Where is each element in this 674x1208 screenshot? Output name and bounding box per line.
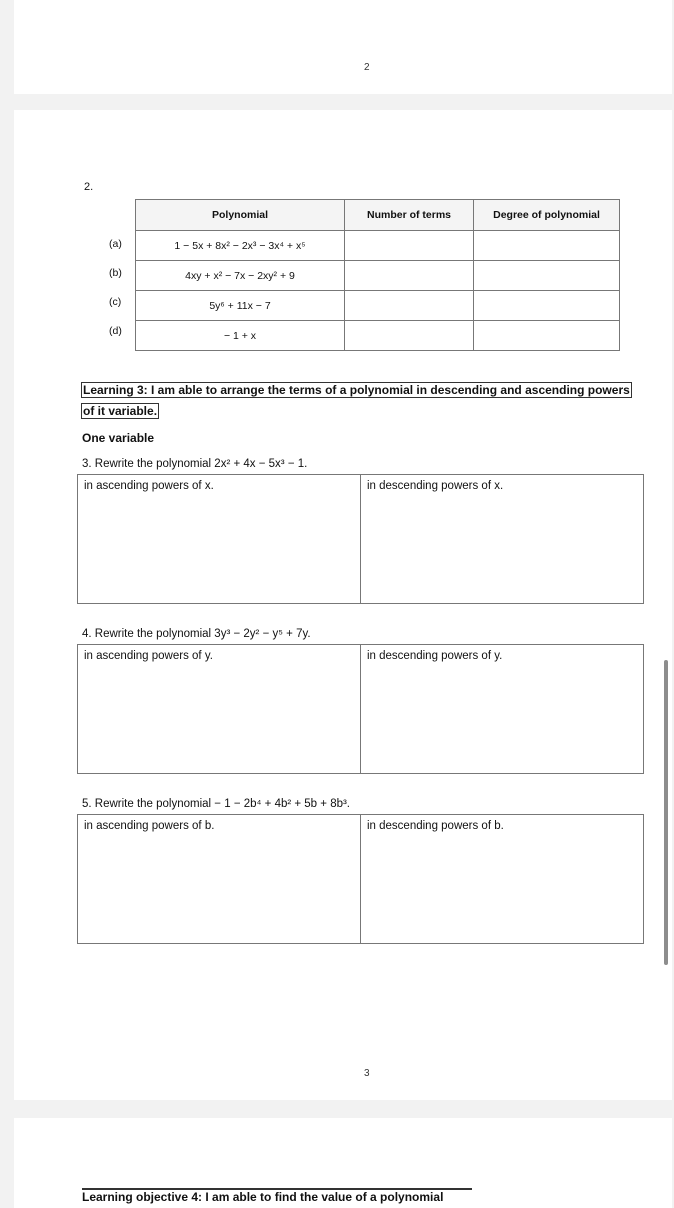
page-number-bottom: 3 bbox=[364, 1068, 370, 1079]
terms-cell[interactable] bbox=[345, 291, 474, 321]
ascending-answer-box[interactable] bbox=[78, 475, 361, 603]
descending-answer-box[interactable] bbox=[361, 475, 643, 603]
question-4-answer-boxes bbox=[77, 644, 644, 774]
question-5-text: 5. Rewrite the polynomial − 1 − 2b⁴ + 4b² + 5b + 8b³. bbox=[82, 798, 351, 810]
question-3-answer-boxes bbox=[77, 474, 644, 604]
subheading-one-variable: One variable bbox=[82, 431, 155, 445]
terms-cell[interactable] bbox=[345, 321, 474, 351]
descending-label: in descending powers of b. bbox=[367, 820, 504, 832]
polynomial-cell: 4xy + x² − 7x − 2xy² + 9 bbox=[136, 261, 345, 291]
ascending-answer-box[interactable] bbox=[78, 645, 361, 773]
ascending-label: in ascending powers of x. bbox=[84, 480, 214, 492]
table-row bbox=[136, 291, 620, 321]
row-label-c: (c) bbox=[109, 296, 122, 308]
page-2-bottom-strip bbox=[14, 0, 672, 94]
polynomial-table bbox=[135, 199, 620, 351]
row-label-d: (d) bbox=[109, 325, 122, 337]
descending-answer-box[interactable] bbox=[361, 645, 643, 773]
learning-objective-3 bbox=[81, 380, 649, 422]
question-2-number: 2. bbox=[84, 181, 94, 193]
polynomial-cell: 5y⁶ + 11x − 7 bbox=[136, 291, 345, 321]
degree-cell[interactable] bbox=[474, 231, 620, 261]
header-degree: Degree of polynomial bbox=[474, 200, 620, 231]
objective-line-1: Learning 3: I am able to arrange the terms of a polynomial in descending and ascending powers bbox=[83, 383, 630, 397]
terms-cell[interactable] bbox=[345, 231, 474, 261]
page-number-top: 2 bbox=[364, 62, 370, 73]
terms-cell[interactable] bbox=[345, 261, 474, 291]
descending-answer-box[interactable] bbox=[361, 815, 643, 943]
degree-cell[interactable] bbox=[474, 291, 620, 321]
table-row bbox=[136, 231, 620, 261]
question-5-answer-boxes bbox=[77, 814, 644, 944]
row-label-b: (b) bbox=[109, 267, 122, 279]
descending-label: in descending powers of x. bbox=[367, 480, 504, 492]
table-row bbox=[136, 321, 620, 351]
question-3-text: 3. Rewrite the polynomial 2x² + 4x − 5x³ − 1. bbox=[82, 458, 308, 470]
row-label-a: (a) bbox=[109, 238, 122, 250]
table-header-row bbox=[136, 200, 620, 231]
question-4-text: 4. Rewrite the polynomial 3y³ − 2y² − y⁵ + 7y. bbox=[82, 628, 311, 640]
degree-cell[interactable] bbox=[474, 261, 620, 291]
ascending-answer-box[interactable] bbox=[78, 815, 361, 943]
degree-cell[interactable] bbox=[474, 321, 620, 351]
ascending-label: in ascending powers of y. bbox=[84, 650, 213, 662]
next-objective-cut-off: Learning objective 4: I am able to find the value of a polynomial bbox=[82, 1188, 472, 1204]
header-number-of-terms: Number of terms bbox=[345, 200, 474, 231]
header-polynomial: Polynomial bbox=[136, 200, 345, 231]
objective-line-2: of it variable. bbox=[83, 404, 158, 418]
ascending-label: in ascending powers of b. bbox=[84, 820, 215, 832]
table-row bbox=[136, 261, 620, 291]
polynomial-cell: 1 − 5x + 8x² − 2x³ − 3x⁴ + x⁵ bbox=[136, 231, 345, 261]
polynomial-cell: − 1 + x bbox=[136, 321, 345, 351]
descending-label: in descending powers of y. bbox=[367, 650, 503, 662]
scrollbar-thumb[interactable] bbox=[664, 660, 668, 965]
